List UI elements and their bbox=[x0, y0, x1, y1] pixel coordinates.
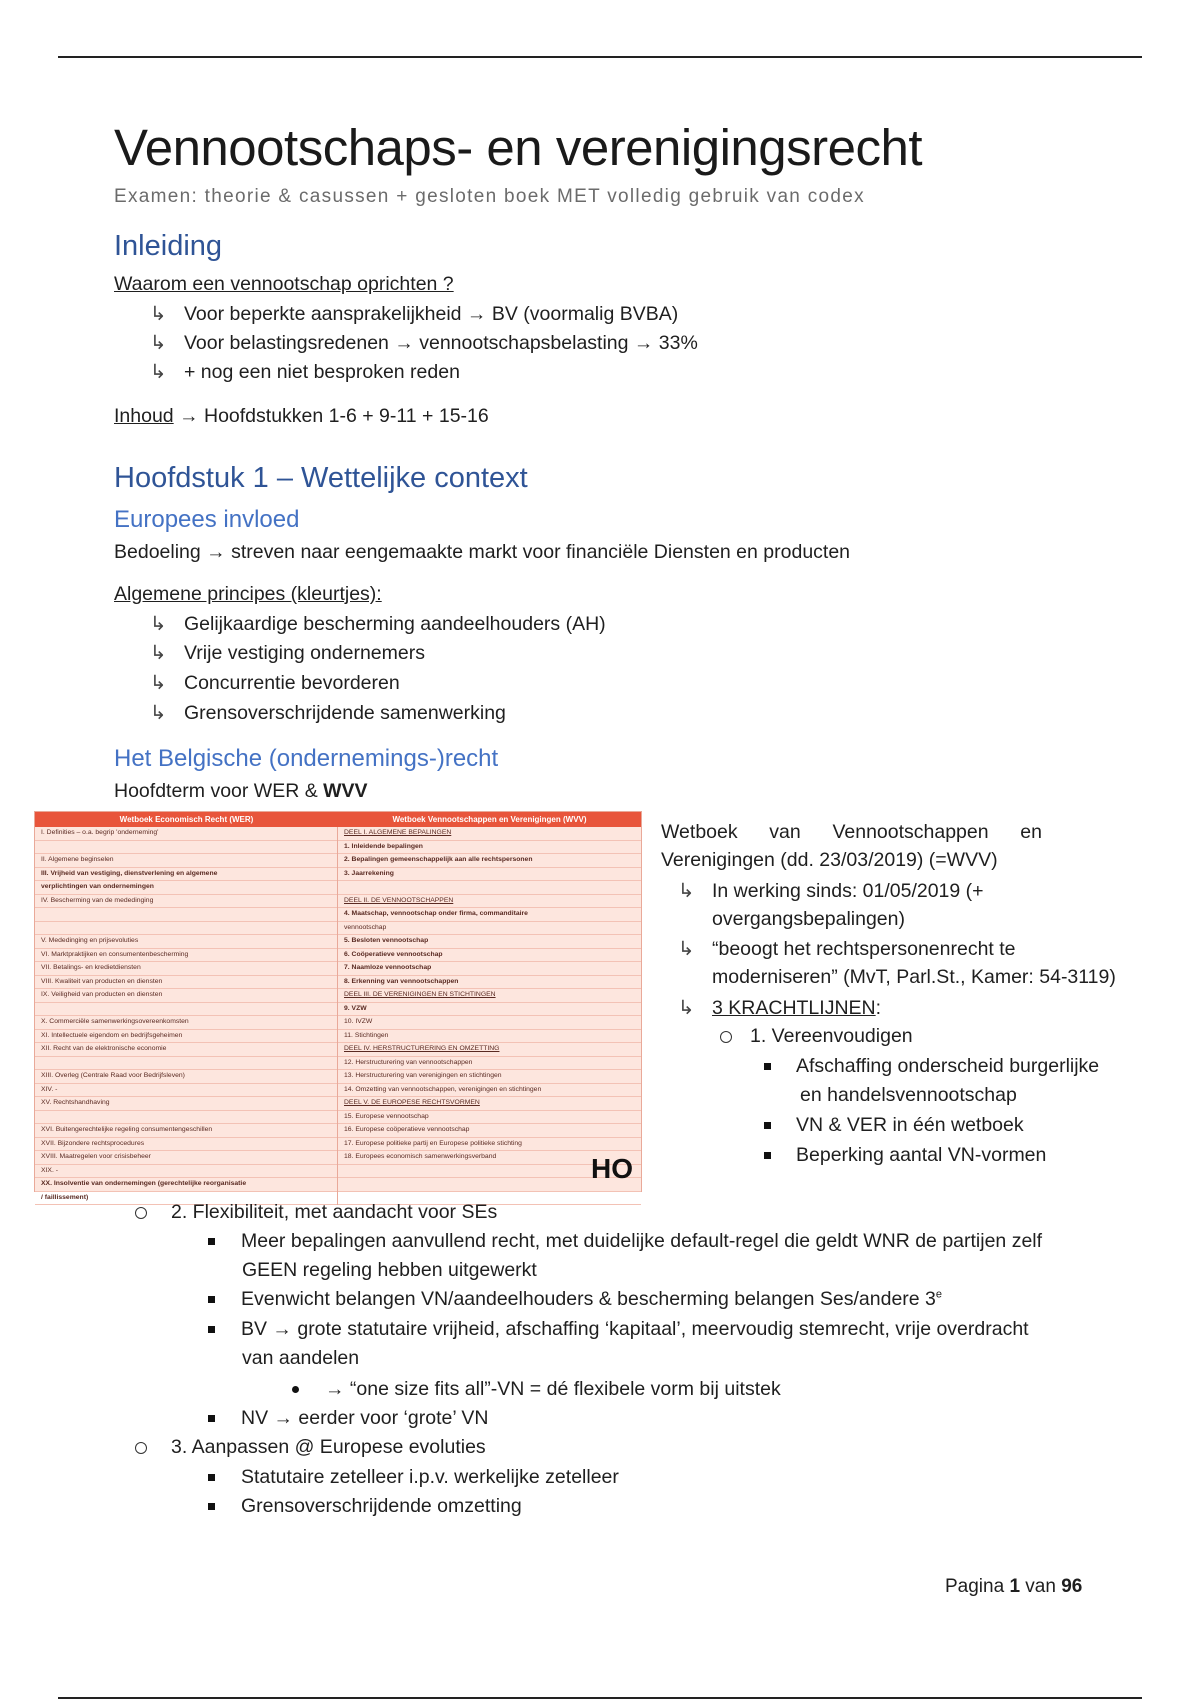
square-bullet-icon bbox=[208, 1296, 215, 1303]
table-row: 1. Inleidende bepalingen bbox=[338, 841, 641, 855]
table-column-wvv bbox=[338, 827, 641, 1205]
heading-europees-invloed: Europees invloed bbox=[114, 506, 300, 533]
table-row: XVI. Buitengerechtelijke regeling consumentengeschillen bbox=[35, 1124, 337, 1138]
arrow-bullet-icon: ↳ bbox=[678, 880, 695, 902]
heading-belgische-recht: Het Belgische (ondernemings-)recht bbox=[114, 745, 499, 772]
table-header-wvv: Wetboek Vennootschappen en Verenigingen (WVV) bbox=[392, 815, 587, 824]
table-row: 16. Europese coöperatieve vennootschap bbox=[338, 1124, 641, 1138]
list-item: BV → grote statutaire vrijheid, afschaffing ‘kapitaal’, meervoudig stemrecht, vrije overdracht bbox=[208, 1318, 1029, 1341]
table-row: 17. Europese politieke partij en Europese politieke stichting bbox=[338, 1138, 641, 1152]
list-item: Afschaffing onderscheid burgerlijke bbox=[764, 1055, 1099, 1078]
table-row: 2. Bepalingen gemeenschappelijk aan alle rechtspersonen bbox=[338, 854, 641, 868]
list-item: Beperking aantal VN-vormen bbox=[764, 1144, 1046, 1167]
arrow-bullet-icon: ↳ bbox=[150, 303, 167, 325]
wvv-intro-line2: Verenigingen (dd. 23/03/2019) (=WVV) bbox=[661, 849, 998, 871]
krachtlijn-3: 3. Aanpassen @ Europese evoluties bbox=[135, 1436, 486, 1459]
table-row: DEEL III. DE VERENIGINGEN EN STICHTINGEN bbox=[338, 989, 641, 1003]
list-item: ↳ “beoogt het rechtspersonenrecht te bbox=[678, 938, 1016, 960]
list-item: ↳ Voor belastingsredenen → vennootschapsbelasting → 33% bbox=[150, 332, 698, 354]
arrow-bullet-icon: ↳ bbox=[678, 938, 695, 960]
table-row: DEEL IV. HERSTRUCTURERING EN OMZETTING bbox=[338, 1043, 641, 1057]
table-row: 13. Herstructurering van verenigingen en stichtingen bbox=[338, 1070, 641, 1084]
be-term-line: Hoofdterm voor WER & WVV bbox=[114, 780, 368, 802]
list-item: ↳ In werking sinds: 01/05/2019 (+ bbox=[678, 880, 984, 902]
table-column-wer bbox=[35, 827, 338, 1205]
list-item: ↳ Vrije vestiging ondernemers bbox=[150, 642, 425, 664]
question-label: Waarom een vennootschap oprichten ? bbox=[114, 273, 454, 295]
krachtlijn-2: 2. Flexibiliteit, met aandacht voor SEs bbox=[135, 1201, 497, 1224]
table-row: X. Commerciële samenwerkingsovereenkomsten bbox=[35, 1016, 337, 1030]
square-bullet-icon bbox=[208, 1238, 215, 1245]
table-row: XVIII. Maatregelen voor crisisbeheer bbox=[35, 1151, 337, 1165]
list-item: ↳ Grensoverschrijdende samenwerking bbox=[150, 702, 506, 724]
table-row: I. Definities – o.a. begrip 'onderneming' bbox=[35, 827, 337, 841]
list-item-continued: en handelsvennootschap bbox=[800, 1084, 1017, 1106]
table-row: IV. Bescherming van de mededinging bbox=[35, 895, 337, 909]
list-item: → “one size fits all”-VN = dé flexibele vorm bij uitstek bbox=[292, 1378, 781, 1401]
arrow-bullet-icon: ↳ bbox=[150, 672, 167, 694]
table-row: XV. Rechtshandhaving bbox=[35, 1097, 337, 1111]
square-bullet-icon bbox=[764, 1152, 771, 1159]
table-row: XIX. - bbox=[35, 1165, 337, 1179]
arrow-bullet-icon: ↳ bbox=[150, 613, 167, 635]
table-row: 6. Coöperatieve vennootschap bbox=[338, 949, 641, 963]
inhoud-line: Inhoud → Hoofdstukken 1-6 + 9-11 + 15-16 bbox=[114, 405, 489, 427]
table-row: VIII. Kwaliteit van producten en diensten bbox=[35, 976, 337, 990]
table-row: VII. Betalings- en kredietdiensten bbox=[35, 962, 337, 976]
table-row: 5. Besloten vennootschap bbox=[338, 935, 641, 949]
heading-hoofdstuk-1: Hoofdstuk 1 – Wettelijke context bbox=[114, 462, 528, 494]
table-row: XII. Recht van de elektronische economie bbox=[35, 1043, 337, 1057]
ho-badge: HO bbox=[591, 1153, 633, 1184]
table-row bbox=[35, 841, 337, 855]
krachtlijn-1: 1. Vereenvoudigen bbox=[720, 1025, 913, 1048]
table-row: 10. IVZW bbox=[338, 1016, 641, 1030]
circle-bullet-icon bbox=[720, 1031, 732, 1043]
list-item: ↳ Gelijkaardige bescherming aandeelhouders (AH) bbox=[150, 613, 606, 635]
table-row: 4. Maatschap, vennootschap onder firma, commanditaire bbox=[338, 908, 641, 922]
table-row: 14. Omzetting van vennootschappen, verenigingen en stichtingen bbox=[338, 1084, 641, 1098]
dot-bullet-icon bbox=[292, 1386, 299, 1393]
arrow-bullet-icon: ↳ bbox=[150, 361, 167, 383]
list-item: Meer bepalingen aanvullend recht, met duidelijke default-regel die geldt WNR de partijen zelf bbox=[208, 1230, 1042, 1253]
list-item: ↳ 3 KRACHTLIJNEN: bbox=[678, 997, 882, 1019]
page-number: Pagina 1 van 96 bbox=[945, 1576, 1083, 1597]
bottom-rule bbox=[58, 1697, 1142, 1699]
principes-label: Algemene principes (kleurtjes): bbox=[114, 583, 382, 605]
circle-bullet-icon bbox=[135, 1442, 147, 1454]
list-item-continued: overgangsbepalingen) bbox=[712, 908, 905, 930]
square-bullet-icon bbox=[764, 1063, 771, 1070]
document-title: Vennootschaps- en verenigingsrecht bbox=[114, 119, 923, 176]
square-bullet-icon bbox=[208, 1474, 215, 1481]
table-row: XI. Intellectuele eigendom en bedrijfsgeheimen bbox=[35, 1030, 337, 1044]
list-item: ↳ Voor beperkte aansprakelijkheid → BV (voormalig BVBA) bbox=[150, 303, 679, 325]
list-item-continued: moderniseren” (MvT, Parl.St., Kamer: 54-3119) bbox=[712, 966, 1116, 988]
table-row bbox=[35, 1057, 337, 1071]
arrow-bullet-icon: ↳ bbox=[150, 332, 167, 354]
table-row: 7. Naamloze vennootschap bbox=[338, 962, 641, 976]
heading-inleiding: Inleiding bbox=[114, 230, 223, 262]
list-item-continued: GEEN regeling hebben uitgewerkt bbox=[242, 1259, 537, 1281]
wer-wvv-table-image bbox=[34, 811, 642, 1201]
top-rule bbox=[58, 56, 1142, 58]
list-item: VN & VER in één wetboek bbox=[764, 1114, 1024, 1137]
table-row: 15. Europese vennootschap bbox=[338, 1111, 641, 1125]
table-row bbox=[35, 922, 337, 936]
table-row: / faillissement) bbox=[35, 1192, 337, 1206]
table-row: DEEL II. DE VENNOOTSCHAPPEN bbox=[338, 895, 641, 909]
table-row: V. Mededinging en prijsevoluties bbox=[35, 935, 337, 949]
square-bullet-icon bbox=[208, 1415, 215, 1422]
table-row: DEEL V. DE EUROPESE RECHTSVORMEN bbox=[338, 1097, 641, 1111]
table-row bbox=[35, 1003, 337, 1017]
table-row: vennootschap bbox=[338, 922, 641, 936]
table-row bbox=[338, 881, 641, 895]
list-item-continued: van aandelen bbox=[242, 1347, 360, 1369]
arrow-bullet-icon: ↳ bbox=[678, 997, 695, 1019]
square-bullet-icon bbox=[208, 1503, 215, 1510]
document-subtitle: Examen: theorie & casussen + gesloten boek MET volledig gebruik van codex bbox=[114, 186, 865, 207]
table-row: XIII. Overleg (Centrale Raad voor Bedrijfsleven) bbox=[35, 1070, 337, 1084]
arrow-bullet-icon: ↳ bbox=[150, 702, 167, 724]
table-row: verplichtingen van ondernemingen bbox=[35, 881, 337, 895]
table-row: 12. Herstructurering van vennootschappen bbox=[338, 1057, 641, 1071]
list-item: Grensoverschrijdende omzetting bbox=[208, 1495, 522, 1518]
table-row: XIV. - bbox=[35, 1084, 337, 1098]
table-row: 8. Erkenning van vennootschappen bbox=[338, 976, 641, 990]
table-row: IX. Veiligheid van producten en diensten bbox=[35, 989, 337, 1003]
list-item: Statutaire zetelleer i.p.v. werkelijke zetelleer bbox=[208, 1466, 619, 1489]
table-row: 11. Stichtingen bbox=[338, 1030, 641, 1044]
wvv-intro-line1: Wetboek van Vennootschappen en bbox=[661, 821, 1042, 843]
table-row: 18. Europees economisch samenwerkingsverband bbox=[338, 1151, 641, 1165]
eu-text: Bedoeling → streven naar eengemaakte markt voor financiële Diensten en producten bbox=[114, 541, 851, 563]
arrow-bullet-icon: ↳ bbox=[150, 642, 167, 664]
table-row: 9. VZW bbox=[338, 1003, 641, 1017]
list-item: ↳ + nog een niet besproken reden bbox=[150, 361, 460, 383]
table-row: II. Algemene beginselen bbox=[35, 854, 337, 868]
table-row: XVII. Bijzondere rechtsprocedures bbox=[35, 1138, 337, 1152]
table-row bbox=[35, 1111, 337, 1125]
table-row: XX. Insolventie van ondernemingen (gerechtelijke reorganisatie bbox=[35, 1178, 337, 1192]
table-row bbox=[35, 908, 337, 922]
table-row: III. Vrijheid van vestiging, dienstverlening en algemene bbox=[35, 868, 337, 882]
list-item: NV → eerder voor ‘grote’ VN bbox=[208, 1407, 488, 1430]
square-bullet-icon bbox=[764, 1122, 771, 1129]
square-bullet-icon bbox=[208, 1326, 215, 1333]
list-item: Evenwicht belangen VN/aandeelhouders & bescherming belangen Ses/andere 3e bbox=[208, 1288, 942, 1311]
table-row: DEEL I. ALGEMENE BEPALINGEN bbox=[338, 827, 641, 841]
list-item: ↳ Concurrentie bevorderen bbox=[150, 672, 400, 694]
table-row: VI. Marktpraktijken en consumentenbescherming bbox=[35, 949, 337, 963]
circle-bullet-icon bbox=[135, 1207, 147, 1219]
table-row: 3. Jaarrekening bbox=[338, 868, 641, 882]
table-header-wer: Wetboek Economisch Recht (WER) bbox=[119, 815, 254, 824]
